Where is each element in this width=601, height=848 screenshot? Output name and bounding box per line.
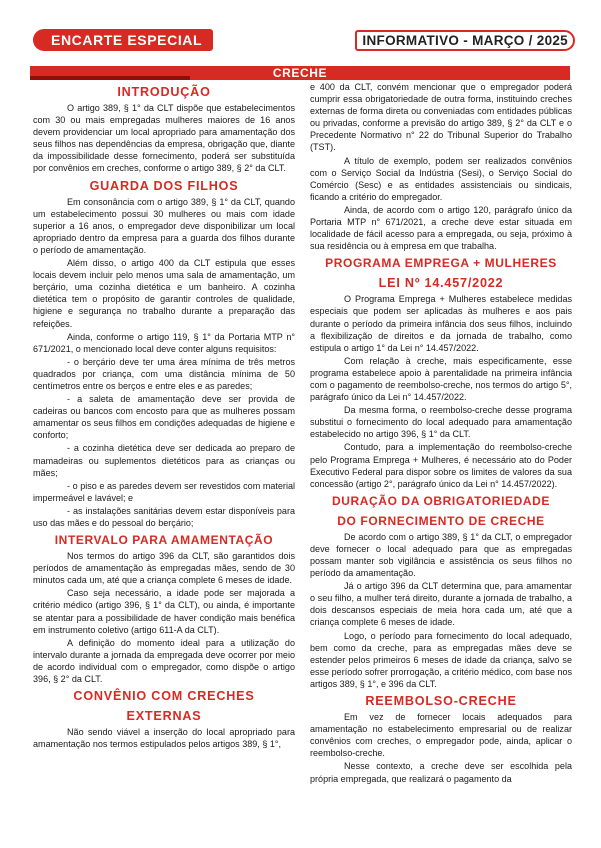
paragraph: Com relação à creche, mais especificamente, esse programa estabelece apoio à parentalidade na primeira infância com o pagamento de reembolso-creche, nos termos do artigo 5°, parágrafo único da Lei n° 14.457/2022. — [310, 355, 572, 403]
heading-duracao-line-2: DO FORNECIMENTO DE CRECHE — [337, 513, 545, 528]
heading-programa-line-2: LEI Nº 14.457/2022 — [378, 276, 504, 291]
heading-convenio-line-1: CONVÊNIO COM CRECHES — [73, 689, 255, 704]
paragraph: e 400 da CLT, convém mencionar que o empregador poderá cumprir essa obrigatoriedade de outra forma, instituindo creches externas de forma direta ou conveniadas com entidades públicas ou privadas, conforme a previsão do artigo 389, § 2° da CLT e o Precedente Normativo n° 22 do Tribunal Superior do Trabalho (TST). — [310, 82, 572, 153]
requirement-item: - as instalações sanitárias devem estar disponíveis para uso das mães e do pessoal do berçário; — [33, 505, 295, 528]
paragraph: Contudo, para a implementação do reembolso-creche pelo Programa Emprega + Mulheres, é necessário ato do Poder Executivo Federal para dispor sobre os limites de valores da sua concessão (artigo 2°, parágrafo único da Lei n° 14.457/2022). — [310, 442, 572, 489]
paragraph: Nesse contexto, a creche deve ser escolhida pela própria empregada, que realizará o pagamento da — [310, 761, 572, 784]
paragraph: A título de exemplo, podem ser realizados convênios com o Serviço Social da Indústria (Sesi), o Serviço Social do Comércio (Sesc) e as entidades assistenciais ou sindicais, ficando a critério do empregador. — [310, 155, 572, 202]
heading-programa-line-1: PROGRAMA EMPREGA + MULHERES — [325, 256, 557, 271]
paragraph: Da mesma forma, o reembolso-creche desse programa substitui o fornecimento do local adequado para amamentação estabelecido no artigo 396, § 1° da CLT. — [310, 405, 572, 440]
paragraph: Não sendo viável a inserção do local apropriado para amamentação nos termos estipulados pelos artigos 389, § 1°, — [33, 727, 295, 750]
paragraph: Caso seja necessário, a idade pode ser majorada a critério médico (artigo 396, § 1° da CLT), ou ainda, é importante se atentar para a possibilidade de haver condição mais benéfica em instrumento coletivo (artigo 611-A da CLT). — [33, 588, 295, 635]
paragraph: O Programa Emprega + Mulheres estabelece medidas especiais que podem ser aplicadas às mulheres e aos pais durante o período da primeira infância dos seus filhos, incluindo a flexibilização de direitos e da jornada de trabalho, como estipula o artigo 1° da Lei n° 14.457/2022. — [310, 294, 572, 353]
requirement-item: - a saleta de amamentação deve ser provida de cadeiras ou bancos com encosto para que as mulheres possam amamentar os seus filhos em condições adequadas de higiene e conforto; — [33, 394, 295, 441]
section-title: CRECHE — [272, 66, 328, 80]
paragraph: Além disso, o artigo 400 da CLT estipula que esses locais devem incluir pelo menos uma sala de amamentação, um berçário, uma cozinha dietética e um banheiro. A cozinha dietética tem o propósito de garantir controles de qualidade, higiene e segurança no trabalho durante a preparação das refeições. — [33, 258, 295, 329]
paragraph: Em vez de fornecer locais adequados para amamentação no estabelecimento empresarial ou de realizar convênios com creches, o empregador pode, ainda, aplicar o reembolso-creche. — [310, 712, 572, 759]
informativo-date-badge: INFORMATIVO - MARÇO / 2025 — [355, 30, 575, 51]
requirement-item: - o berçário deve ter uma área mínima de três metros quadrados por criança, com uma distância mínima de 50 centímetros entre os berços e entre eles e as paredes; — [33, 356, 295, 391]
requirement-item: - a cozinha dietética deve ser dedicada ao preparo de mamadeiras ou suplementos dietéticos para as crianças ou mães; — [33, 443, 295, 478]
heading-introducao: INTRODUÇÃO — [117, 85, 211, 99]
heading-duracao-line-1: DURAÇÃO DA OBRIGATORIEDADE — [331, 493, 551, 508]
paragraph: De acordo com o artigo 389, § 1° da CLT, o empregador deve fornecer o local adequado para que as empregadas possam manter sob vigilância e assistência os seus filhos no período da amamentação. — [310, 531, 572, 579]
paragraph: Ainda, conforme o artigo 119, § 1° da Portaria MTP n° 671/2021, o mencionado local deve conter alguns requisitos: — [33, 331, 295, 354]
paragraph: A definição do momento ideal para a utilização do intervalo durante a jornada da empregada deve ocorrer por meio de acordo individual com o empregador, como dispõe o artigo 396, § 2° da CLT. — [33, 637, 295, 685]
heading-guarda-dos-filhos: GUARDA DOS FILHOS — [89, 178, 239, 193]
paragraph: Logo, o período para fornecimento do local adequado, bem como da creche, para as empregadas mães deve se estender pelos primeiros 6 meses de idade da criança, salvo se esse período sofrer prorrogação, a critério médico, com base nos artigos 389, § 1°, e 396 da CLT. — [310, 630, 572, 689]
left-column — [33, 82, 295, 751]
heading-intervalo: INTERVALO PARA AMAMENTAÇÃO — [54, 533, 274, 548]
section-title-bar — [30, 66, 570, 80]
section-bar-decoration — [30, 76, 190, 80]
encarte-especial-badge: ENCARTE ESPECIAL — [33, 29, 213, 51]
paragraph: Ainda, de acordo com o artigo 120, parágrafo único da Portaria MTP n° 671/2021, a creche deve estar situada em localidade de fácil acesso para a empregada, ou seja, próximo à sua residência ou à empresa em que trabalha. — [310, 204, 572, 252]
paragraph: O artigo 389, § 1° da CLT dispõe que estabelecimentos com 30 ou mais empregadas mulheres maiores de 16 anos devem providenciar um local apropriado para amamentação dos seus filhos nas dependências da empresa, obrigação que, diante da impossibilidade desse fornecimento, poderá ser substituída por convênios em creches, conforme o artigo 389, § 2° da CLT. — [33, 103, 295, 174]
paragraph: Nos termos do artigo 396 da CLT, são garantidos dois períodos de amamentação às empregadas mães, sendo de 30 minutos cada um, até que a criança complete 6 meses de idade. — [33, 551, 295, 586]
right-column — [310, 81, 572, 786]
paragraph: Em consonância com o artigo 389, § 1° da CLT, quando um estabelecimento possui 30 mulheres ou mais com idade superior a 16 anos, o empregador deve disponibilizar um local apropriado dentro da empresa para a guarda dos filhos durante o período de amamentação. — [33, 196, 295, 255]
heading-reembolso-creche: REEMBOLSO-CRECHE — [365, 694, 517, 709]
paragraph: Já o artigo 396 da CLT determina que, para amamentar o seu filho, a mulher terá direito, durante a jornada de trabalho, a dois descansos especiais de meia hora cada um, até que a criança complete 6 meses de idade. — [310, 581, 572, 628]
requirement-item: - o piso e as paredes devem ser revestidos com material impermeável e lavável; e — [33, 480, 295, 503]
heading-convenio-line-2: EXTERNAS — [126, 709, 202, 724]
